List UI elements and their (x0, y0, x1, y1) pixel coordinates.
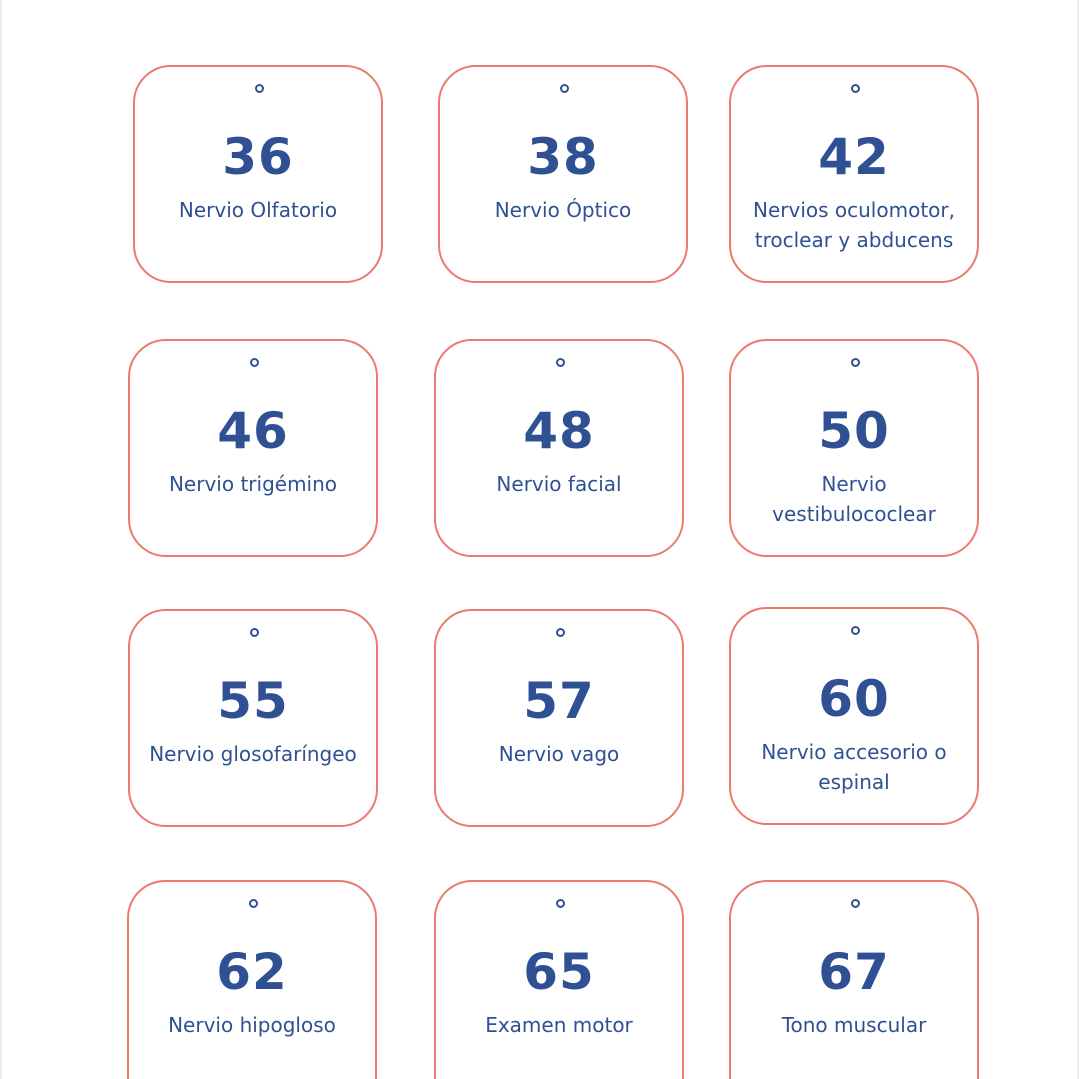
card-label: Tono muscular (781, 1013, 927, 1037)
page-number: 46 (217, 402, 289, 460)
hole-icon (560, 84, 569, 93)
card-label: Nervio trigémino (168, 472, 338, 496)
page-number: 65 (523, 943, 595, 1001)
index-card-nervio-vestibulococlear[interactable] (729, 339, 979, 557)
hole-icon (851, 626, 860, 635)
card-label: Nervio Óptico (494, 198, 632, 222)
page-number: 48 (523, 402, 595, 460)
page-number: 42 (818, 128, 890, 186)
page-number: 50 (818, 402, 890, 460)
card-label: Nervio Olfatorio (178, 198, 338, 222)
index-card-nervio-glosofaringeo[interactable] (128, 609, 378, 827)
card-label: Nervio glosofaríngeo (149, 742, 357, 766)
index-card-examen-motor[interactable] (434, 880, 684, 1079)
page-number: 36 (222, 128, 294, 186)
card-label: Nervio facial (496, 472, 622, 496)
card-label: Nervios oculomotor, troclear y abducens (753, 198, 955, 252)
hole-icon (851, 84, 860, 93)
hole-icon (556, 358, 565, 367)
card-label: Nervio accesorio o espinal (761, 740, 947, 794)
page-number: 60 (818, 670, 890, 728)
card-label: Nervio hipogloso (168, 1013, 336, 1037)
card-label: Examen motor (485, 1013, 633, 1037)
hole-icon (851, 899, 860, 908)
hole-icon (250, 628, 259, 637)
hole-icon (249, 899, 258, 908)
hole-icon (556, 899, 565, 908)
index-card-nervio-accesorio[interactable] (729, 607, 979, 825)
page-number: 38 (527, 128, 599, 186)
card-label: Nervio vago (498, 742, 620, 766)
page-number: 67 (818, 943, 890, 1001)
hole-icon (255, 84, 264, 93)
index-card-nervio-trigemino[interactable] (128, 339, 378, 557)
page-number: 57 (523, 672, 595, 730)
index-card-tono-muscular[interactable] (729, 880, 979, 1079)
index-card-nervio-optico[interactable] (438, 65, 688, 283)
index-card-nervio-hipogloso[interactable] (127, 880, 377, 1079)
page-number: 55 (217, 672, 289, 730)
card-label: Nervio vestibulococlear (772, 472, 936, 526)
index-card-nervio-olfatorio[interactable] (133, 65, 383, 283)
hole-icon (851, 358, 860, 367)
hole-icon (250, 358, 259, 367)
index-card-nervio-vago[interactable] (434, 609, 684, 827)
index-card-nervios-oculomotor[interactable] (729, 65, 979, 283)
page-number: 62 (216, 943, 288, 1001)
hole-icon (556, 628, 565, 637)
index-card-nervio-facial[interactable] (434, 339, 684, 557)
